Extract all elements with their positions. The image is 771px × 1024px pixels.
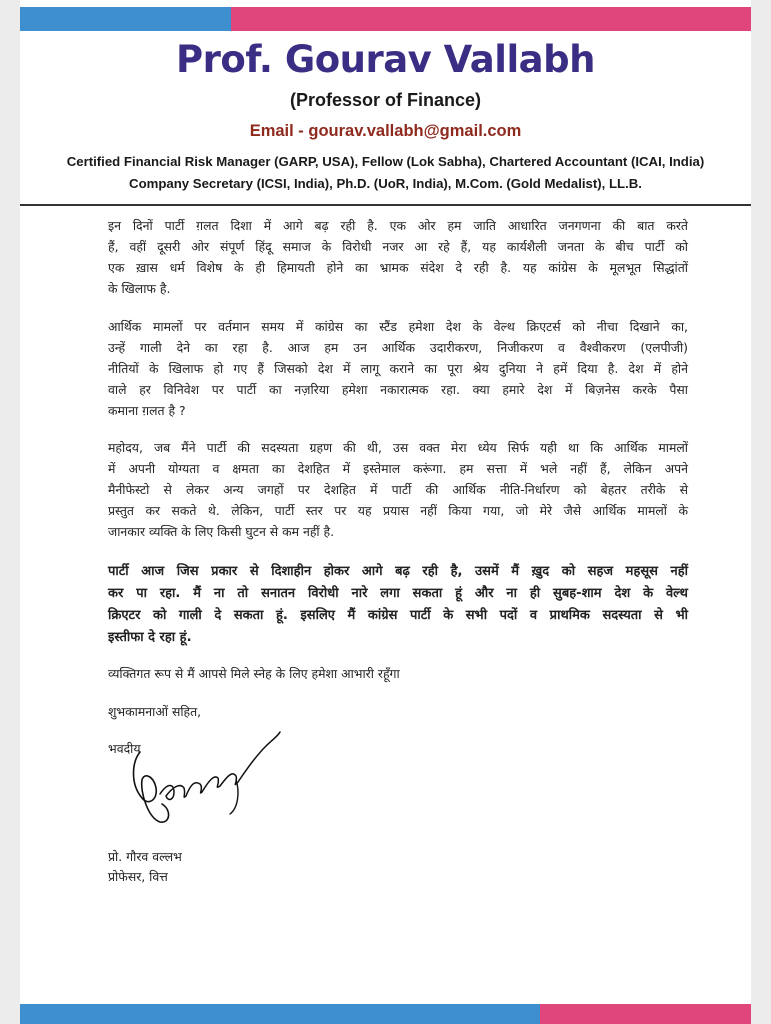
paragraph-3-line: जानकार व्यक्ति के लिए किसी घुटन से कम नहीं है. bbox=[108, 524, 335, 539]
bottom-band-pink bbox=[540, 1004, 751, 1024]
paragraph-2-line: वाले हर विनिवेश पर पार्टी का नज़रिया हमेशा नकारात्मक रहा. क्या हमारे देश में बिज़नेस करके पैसा bbox=[108, 382, 688, 397]
paragraph-2-line: कमाना ग़लत है ? bbox=[108, 403, 186, 418]
paragraph-3-line: प्रस्तुत कर सकते थे. लेकिन, पार्टी स्तर पर यह प्रयास नहीं किया गया, जो मेरे जैसे आर्थिक मामलों के bbox=[108, 503, 688, 518]
paragraph-2-line: उन्हें गाली देने का रहा है. आज हम उन आर्थिक उदारीकरण, निजीकरण व वैश्वीकरण (एलपीजी) bbox=[108, 340, 688, 355]
wishes-line: शुभकामनाओं सहित, bbox=[108, 704, 202, 719]
paragraph-4-line: इस्तीफा दे रहा हूं. bbox=[108, 630, 192, 645]
thanks-line: व्यक्तिगत रूप से मैं आपसे मिले स्नेह के लिए हमेशा आभारी रहूँगा bbox=[108, 666, 400, 681]
top-band-pink bbox=[231, 7, 751, 31]
credentials-line-2: Company Secretary (ICSI, India), Ph.D. (UoR, India), M.Com. (Gold Medalist), LL.B. bbox=[129, 176, 642, 191]
top-band-blue bbox=[20, 7, 231, 31]
paragraph-1-line: इन दिनों पार्टी ग़लत दिशा में आगे बढ़ रही है. एक ओर हम जाति आधारित जनगणना की बात करते bbox=[108, 218, 688, 233]
valediction: भवदीय bbox=[108, 741, 141, 756]
handwritten-signature bbox=[128, 722, 288, 832]
paragraph-1-line: के खिलाफ है. bbox=[108, 281, 171, 296]
paragraph-3-line: में अपनी योग्यता व क्षमता का देशहित में इस्तेमाल करूंगा. हम सत्ता में भले नहीं हैं, लेकिन अपने bbox=[108, 461, 688, 476]
paragraph-3-line: महोदय, जब मैंने पार्टी की सदस्यता ग्रहण की थी, उस वक्त मेरा ध्येय सिर्फ यही था कि आर्थिक मामलों bbox=[108, 440, 688, 455]
letterhead-subtitle: (Professor of Finance) bbox=[289, 90, 482, 110]
credentials-line-1: Certified Financial Risk Manager (GARP, USA), Fellow (Lok Sabha), Chartered Accountant (ICAI, India) bbox=[66, 154, 705, 169]
paragraph-3-line: मैनीफेस्टो से लेकर अन्य जगहों पर देशहित में पार्टी की आर्थिक नीति-निर्धारण को बेहतर तरीके से bbox=[108, 482, 688, 497]
letter-page bbox=[20, 0, 751, 1024]
paragraph-2-line: आर्थिक मामलों पर वर्तमान समय में कांग्रेस का स्टैंड हमेशा देश के वेल्थ क्रिएटर्स को नीचा दिखाने का, bbox=[108, 319, 688, 334]
letterhead-name: Prof. Gourav Vallabh bbox=[176, 38, 595, 81]
paragraph-1-line: एक ख़ास धर्म विशेष के ही हिमायती होने का भ्रामक संदेश दे रही है. यह कांग्रेस के मूलभूत सिद्धांतों bbox=[108, 260, 688, 275]
signatory-name: प्रो. गौरव वल्लभ bbox=[108, 849, 182, 864]
paragraph-1-line: हैं, वहीं दूसरी ओर संपूर्ण हिंदू समाज के विरोधी नजर आ रहे हैं, यह कार्यशैली जनता के बीच पार्टी को bbox=[108, 239, 688, 254]
paragraph-4-line: पार्टी आज जिस प्रकार से दिशाहीन होकर आगे बढ़ रही है, उसमें मैं ख़ुद को सहज महसूस नहीं bbox=[108, 564, 688, 579]
bottom-band-blue bbox=[20, 1004, 540, 1024]
letterhead-email: Email - gourav.vallabh@gmail.com bbox=[249, 122, 522, 140]
paragraph-2-line: नीतियों के खिलाफ हो गए हैं जिसको देश में लागू कराने का पूरा श्रेय दुनिया ने हमें दिया है. देश में होने bbox=[108, 361, 688, 376]
header-divider bbox=[20, 204, 751, 206]
paragraph-4-line: कर पा रहा. मैं ना तो सनातन विरोधी नारे लगा सकता हूं और ना ही सुबह-शाम देश के वेल्थ bbox=[108, 586, 688, 601]
paragraph-4-line: क्रिएटर को गाली दे सकता हूं. इसलिए मैं कांग्रेस पार्टी के सभी पदों व प्राथमिक सदस्यता से भी bbox=[108, 608, 688, 623]
signatory-title: प्रोफेसर, वित्त bbox=[108, 869, 168, 884]
